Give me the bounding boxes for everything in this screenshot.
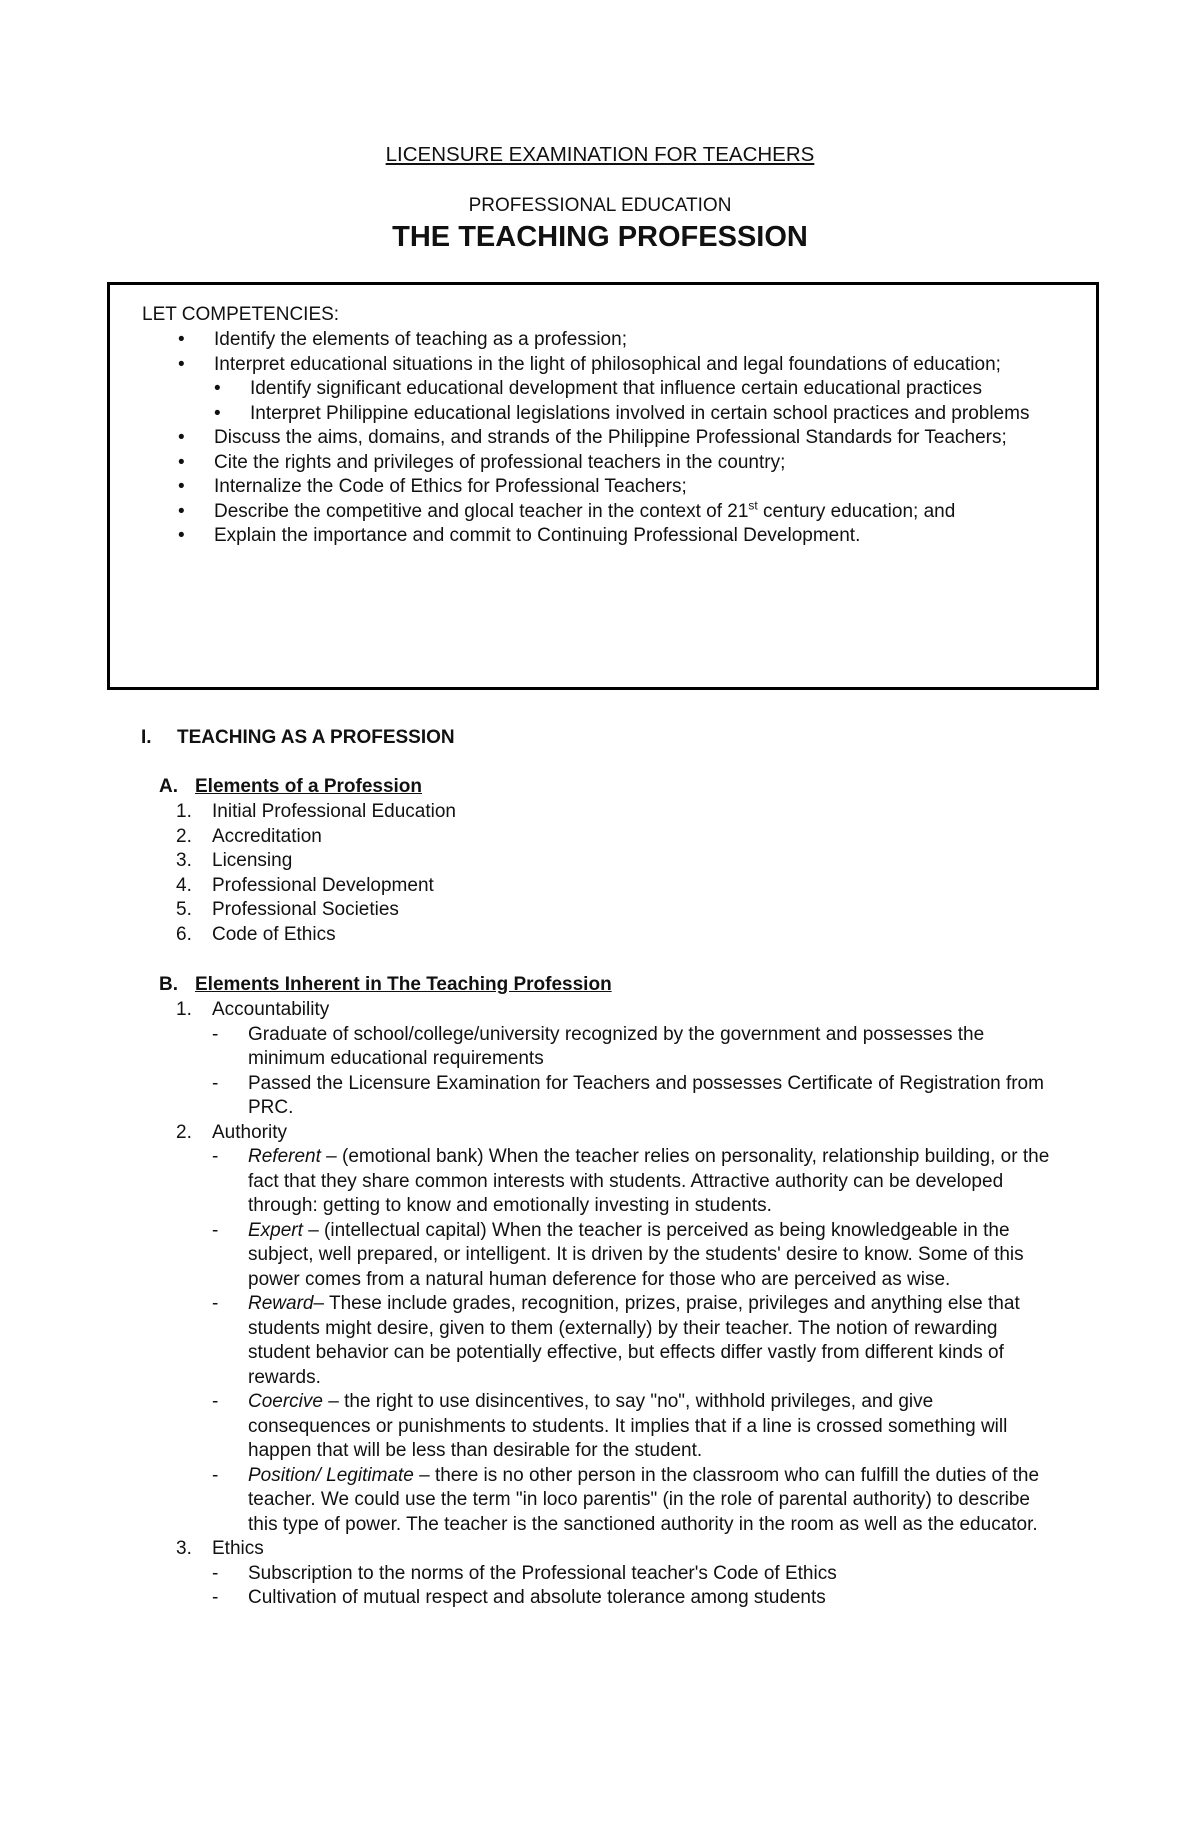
section-heading: I. TEACHING AS A PROFESSION [141,727,455,748]
dash-item: - Coercive – the right to use disincentives, to say "no", withhold privileges, and give consequences or punishments to students. It implies that if a line is crossed something will happen that will be less than desirable for the student. [212,1391,1008,1461]
bullet-icon: • [178,500,185,522]
competency-subitem: • Identify significant educational development that influence certain educational practices [110,377,1090,402]
dash-item: - Expert – (intellectual capital) When the teacher is perceived as being knowledgeable in the subject, well prepared, or intelligent. It is driven by the students' desire to know. Some of this power comes from a natural human deference for those who are perceived as wise. [212,1219,1024,1290]
competency-item: • Cite the rights and privileges of professional teachers in the country; [110,451,1090,476]
dash-item: - Position/ Legitimate – there is no other person in the classroom who can fulfill the duties of the teacher. We could use the term "in loco parentis" (in the role of parental authority) to describe this type of power. The teacher is the sanctioned authority in the room as well as the educator. [212,1464,1040,1535]
bullet-icon: • [178,525,185,546]
competency-item: • Explain the importance and commit to Continuing Professional Development. [110,524,1090,549]
bullet-icon: • [178,427,185,448]
competency-item: • Discuss the aims, domains, and strands of the Philippine Professional Standards for Teachers; [110,426,1090,451]
list-item-ethics: 3. Ethics [176,1538,264,1559]
dash-item: - Referent – (emotional bank) When the teacher relies on personality, relationship building, or the fact that they share common interests with students. Attractive authority can be developed through: getting to know and emotionally investing in students. [212,1146,1050,1216]
bullet-icon: • [214,402,221,424]
competency-item: • Interpret educational situations in the light of philosophical and legal foundations of education; [110,353,1090,378]
list-item-authority: 2. Authority [176,1121,287,1143]
bullet-icon: • [178,329,185,350]
bullet-icon: • [178,476,185,497]
competency-item: • Describe the competitive and glocal teacher in the context of 21st century education; and [110,500,1090,525]
competency-item: • Identify the elements of teaching as a profession; [110,328,1090,353]
competency-item: • Internalize the Code of Ethics for Professional Teachers; [110,475,1090,500]
subsection-b-heading: B. Elements Inherent in The Teaching Profession [159,974,612,995]
list-item: 5. Professional Societies [176,899,399,920]
list-item: 6. Code of Ethics [176,923,336,945]
dash-item: - Graduate of school/college/university recognized by the government and possesses the minimum educational requirements [212,1023,985,1069]
topic-title: THE TEACHING PROFESSION [392,221,808,253]
list-item: 1. Initial Professional Education [176,801,456,822]
list-item: 4. Professional Development [176,874,434,896]
dash-item: - Subscription to the norms of the Professional teacher's Code of Ethics [212,1562,837,1584]
ethics-points [0,1562,1200,1611]
competencies-list [110,328,1090,549]
bullet-icon: • [214,378,221,399]
bullet-icon: • [178,353,185,375]
superscript: st [748,498,758,513]
competencies-label: LET COMPETENCIES: [142,304,340,325]
bullet-icon: • [178,451,185,473]
subject-title: PROFESSIONAL EDUCATION [468,195,732,216]
competencies-box [107,282,1099,690]
accountability-points [0,1023,1200,1121]
subsection-a-heading: A. Elements of a Profession [159,776,423,797]
dash-item: - Reward– These include grades, recognition, prizes, praise, privileges and anything else that students might desire, given to them (externally) by their teacher. The notion of rewarding student behavior can be potentially effective, but effects differ vastly from different kinds of rewards. [212,1293,1020,1388]
competency-subitem: • Interpret Philippine educational legislations involved in certain school practices and problems [110,402,1090,427]
dash-item: - Passed the Licensure Examination for Teachers and possesses Certificate of Registration from PRC. [212,1072,1044,1118]
authority-points [0,1145,1200,1537]
exam-title: LICENSURE EXAMINATION FOR TEACHERS [385,143,815,166]
elements-list [0,800,1200,947]
inherent-elements-list [0,998,1200,1611]
list-item: 2. Accreditation [176,825,322,847]
dash-item: - Cultivation of mutual respect and absolute tolerance among students [212,1587,826,1608]
list-item: 3. Licensing [176,850,293,871]
list-item-accountability: 1. Accountability [176,999,330,1020]
